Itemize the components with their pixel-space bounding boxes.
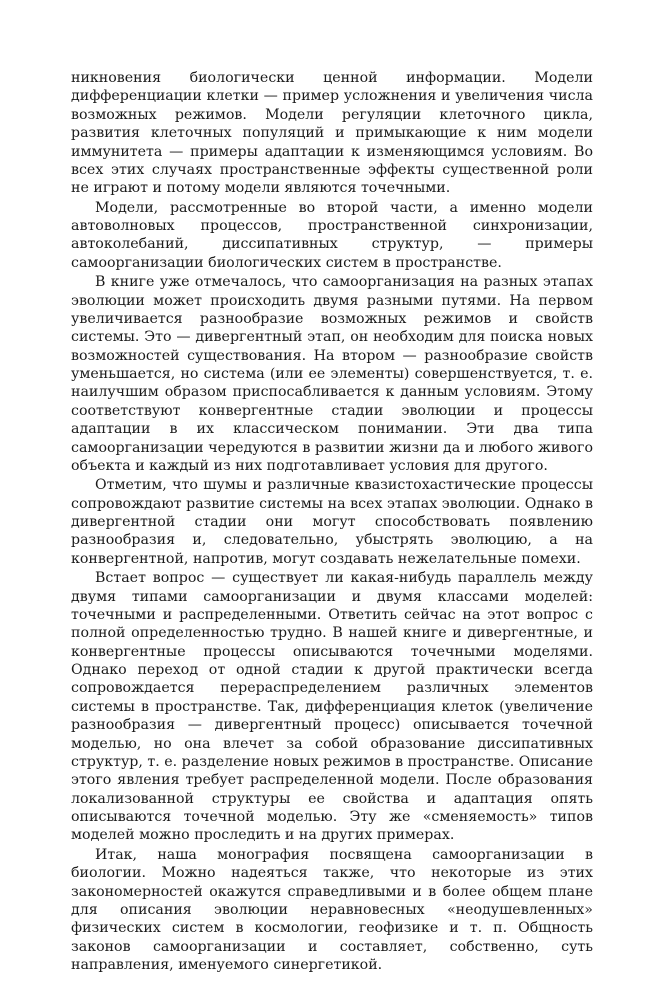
paragraph-4: Отметим, что шумы и различные квазистохастические процессы сопровождают развитие системы на всех этапах эволюции. Однако в дивергентной стадии они могут способствовать появлению разнообразия и, следовательно, убыстрять эволюцию, а на конвергентной, напротив, могут создавать нежелательные помехи.: [71, 477, 593, 567]
paragraph-3: В книге уже отмечалось, что самоорганизация на разных этапах эволюции может происходить двумя разными путями. На первом увеличивается разнообразие возможных режимов и свойств системы. Это — дивергентный этап, он необходим для поиска новых возможностей существования. На втором — разнообразие свойств уменьшается, но система (или ее элементы) совершенствуется, т. е. наилучшим образом приспосабливается к данным условиям. Этому соответствуют конвергентные стадии эволюции и процессы адаптации в их классическом понимании. Эти два типа самоорганизации чередуются в развитии жизни да и любого живого объекта и каждый из них подготавливает условия для другого.: [71, 274, 593, 474]
paragraph-6: Итак, наша монография посвящена самоорганизации в биологии. Можно надеяться также, что некоторые из этих закономерностей окажутся справедливыми и в более общем плане для описания эволюции неравновесных «неодушевленных» физических систем в космологии, геофизике и т. п. Общность законов самоорганизации и составляет, собственно, суть направления, именуемого синергетикой.: [71, 846, 593, 973]
document-page: [71, 69, 593, 974]
paragraph-2: Модели, рассмотренные во второй части, а именно модели автоволновых процессов, пространственной синхронизации, автоколебаний, диссипативных структур, — примеры самоорганизации биологических систем в пространстве.: [71, 199, 593, 271]
paragraph-5: Встает вопрос — существует ли какая-нибудь параллель между двумя типами самоорганизации и двумя классами моделей: точечными и распределенными. Ответить сейчас на этот вопрос с полной определенностью трудно. В нашей книге и дивергентные, и конвергентные процессы описываются точечными моделями. Однако переход от одной стадии к другой практически всегда сопровождается перераспределением различных элементов системы в пространстве. Так, дифференциация клеток (увеличение разнообразия — дивергентный процесс) описывается точечной моделью, но она влечет за собой образование диссипативных структур, т. е. разделение новых режимов в пространстве. Описание этого явления требует распределенной модели. После образования локализованной структуры ее свойства и адаптация опять описываются точечной моделью. Эту же «сменяемость» типов моделей можно проследить и на других примерах.: [71, 570, 593, 844]
paragraph-1: никновения биологически ценной информации. Модели дифференциации клетки — пример усложнения и увеличения числа возможных режимов. Модели регуляции клеточного цикла, развития клеточных популяций и примыкающие к ним модели иммунитета — примеры адаптации к изменяющимся условиям. Во всех этих случаях пространственные эффекты существенной роли не играют и потому модели являются точечными.: [71, 70, 593, 197]
